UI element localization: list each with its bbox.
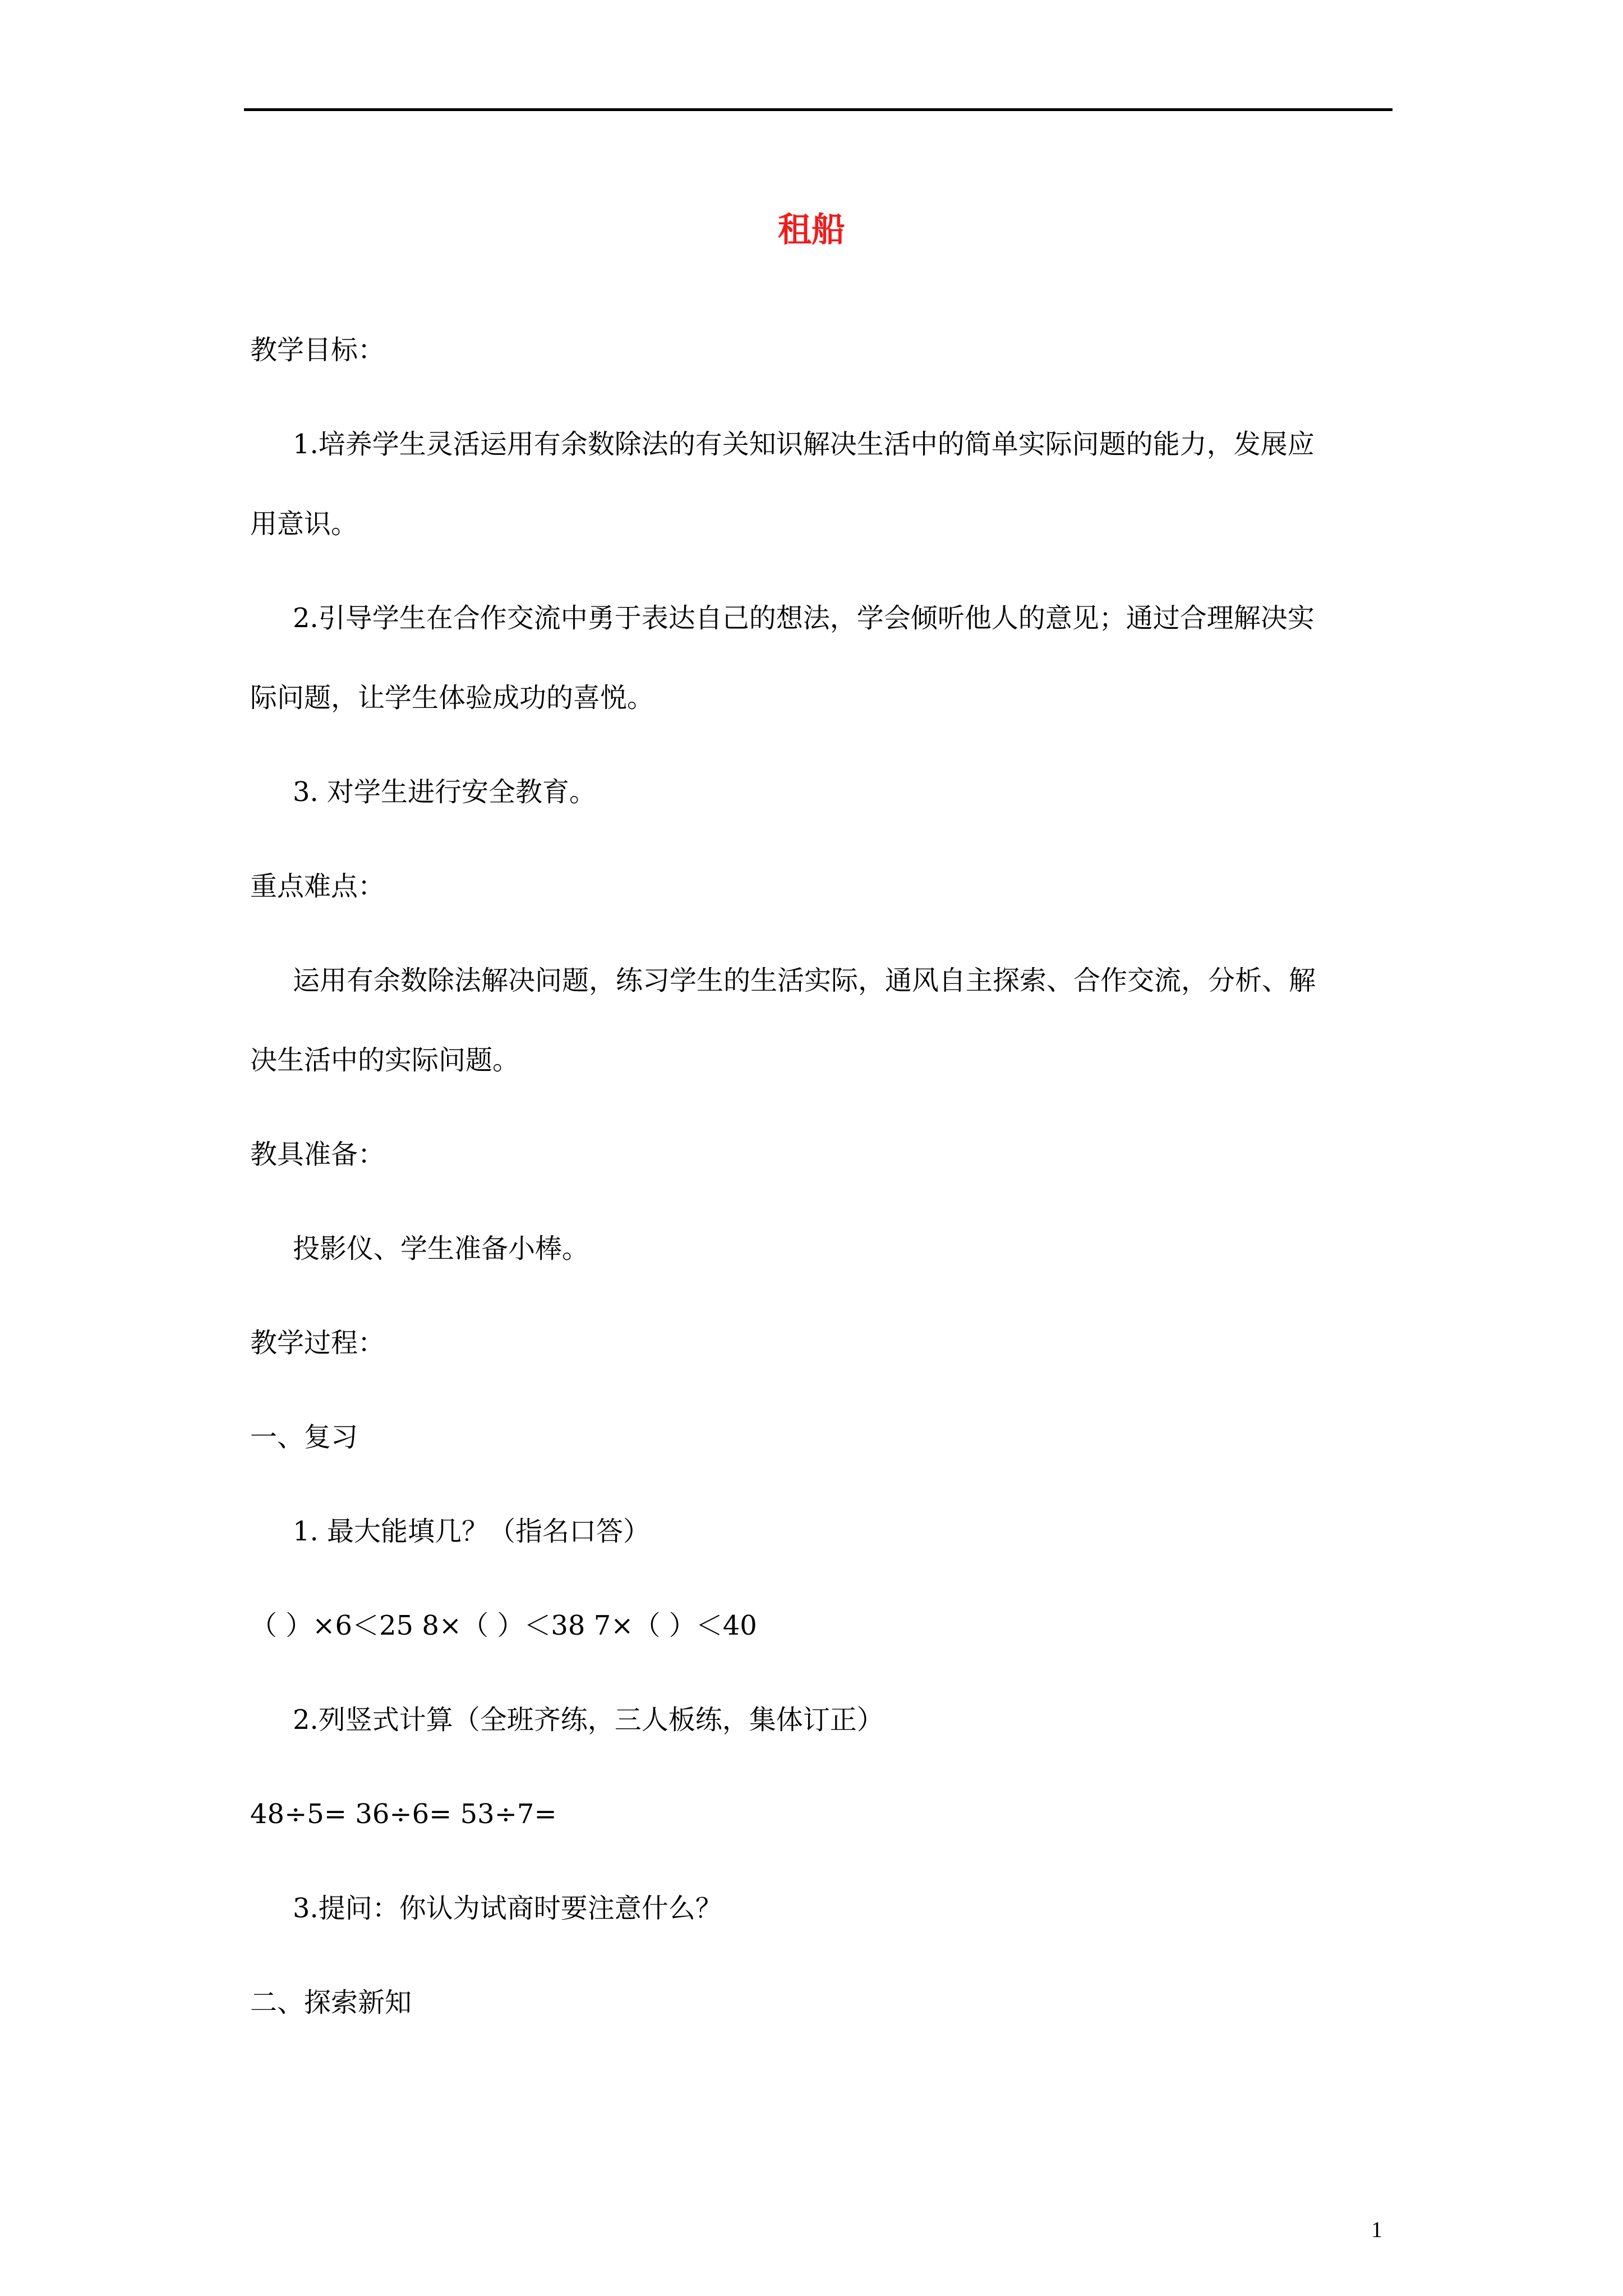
section-heading-materials: 教具准备： [250, 1139, 385, 1170]
review-exercise-division: 48÷5= 36÷6= 53÷7= [250, 1798, 557, 1830]
part-1-heading: 一、复习 [250, 1421, 358, 1453]
review-question-3: 3.提问：你认为试商时要注意什么？ [293, 1893, 722, 1924]
objective-2-line-2: 际问题，让学生体验成功的喜悦。 [250, 682, 654, 714]
key-points-line-1: 运用有余数除法解决问题，练习学生的生活实际，通风自主探索、合作交流，分析、解 [293, 965, 1316, 996]
document-title: 租船 [778, 210, 845, 250]
materials-text: 投影仪、学生准备小棒。 [293, 1233, 589, 1264]
section-heading-objectives: 教学目标： [250, 334, 385, 366]
page-number: 1 [1371, 2217, 1382, 2242]
part-2-heading: 二、探索新知 [250, 1987, 412, 2018]
review-question-2: 2.列竖式计算（全班齐练，三人板练，集体订正） [293, 1704, 884, 1736]
objective-1-line-2: 用意识。 [250, 508, 358, 540]
key-points-line-2: 决生活中的实际问题。 [250, 1045, 520, 1076]
objective-1-line-1: 1.培养学生灵活运用有余数除法的有关知识解决生活中的简单实际问题的能力，发展应 [293, 429, 1315, 460]
objective-2-line-1: 2.引导学生在合作交流中勇于表达自己的想法，学会倾听他人的意见；通过合理解决实 [293, 602, 1315, 634]
objective-3: 3. 对学生进行安全教育。 [293, 776, 597, 808]
section-heading-process: 教学过程： [250, 1327, 385, 1359]
review-exercise-fill-in: （ ）×6＜25 8×（ ）＜38 7×（ ）＜40 [250, 1610, 757, 1641]
header-rule [244, 108, 1393, 111]
review-question-1: 1. 最大能填几？（指名口答） [293, 1516, 651, 1547]
section-heading-key-points: 重点难点： [250, 871, 385, 902]
